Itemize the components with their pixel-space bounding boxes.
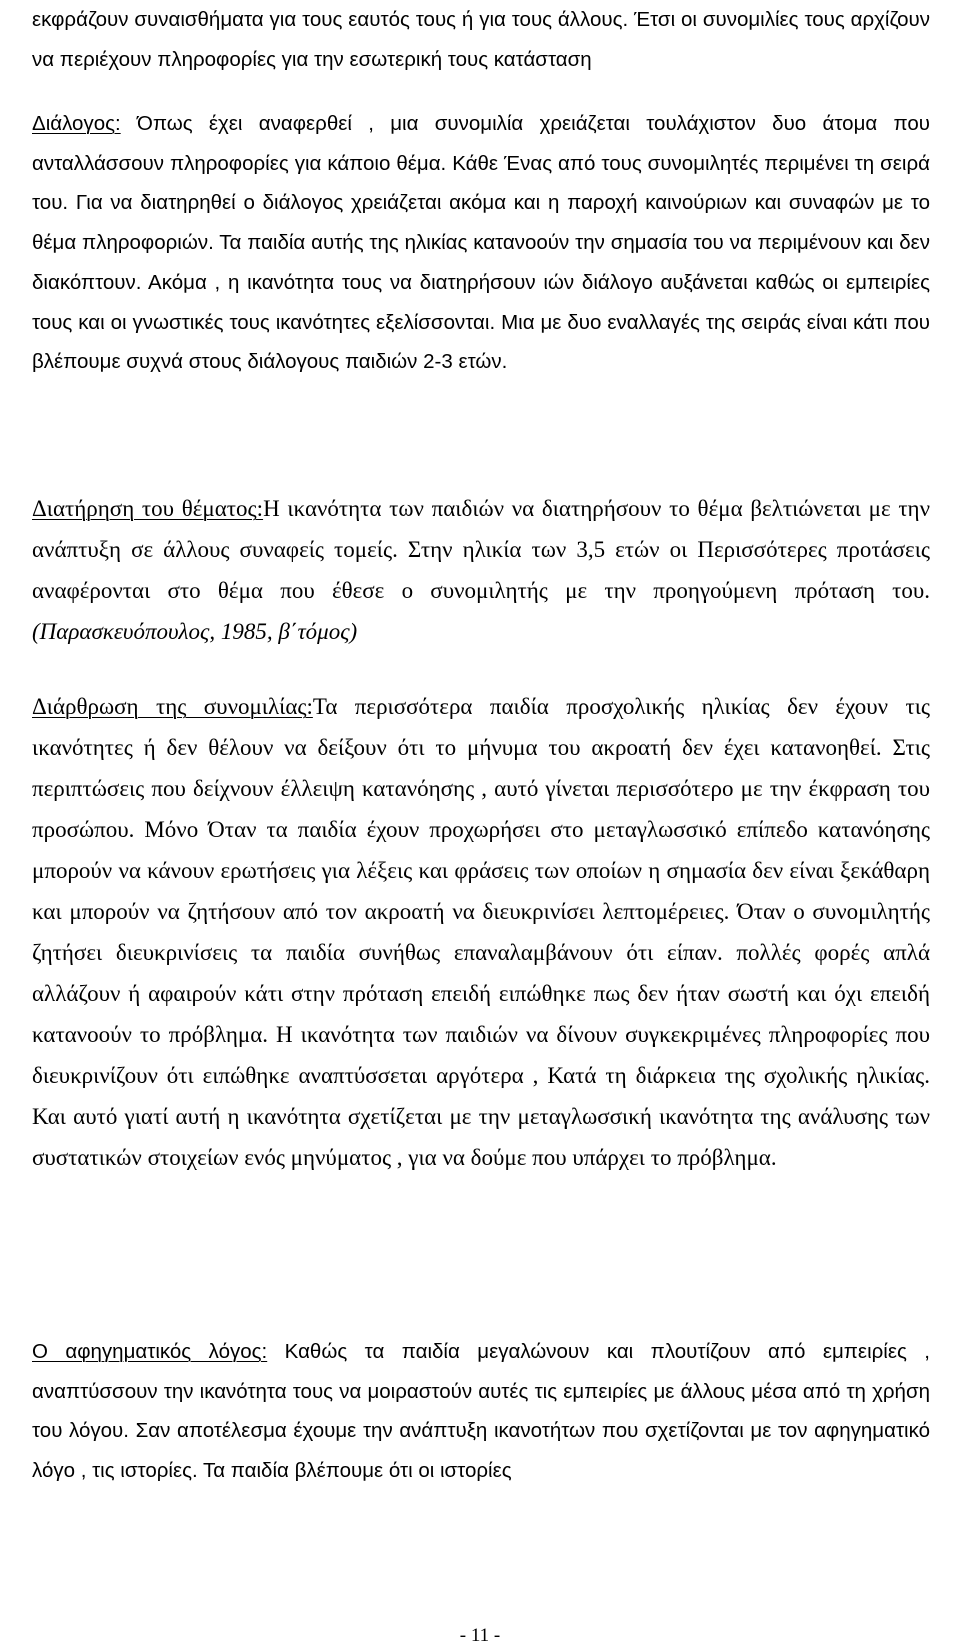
page-number: - 11 -	[459, 1625, 501, 1646]
paragraph-topic-maintenance	[32, 488, 930, 652]
section-heading-topic-maintenance: Διατήρηση του θέματος:	[32, 496, 264, 521]
paragraph-text: Όπως έχει αναφερθεί , μια συνομιλία χρειάζεται τουλάχιστον δυο άτομα που ανταλλάσσουν πληροφορίες για κάποιο θέμα. Κάθε Ένας από τους συνομιλητές περιμένει τη σειρά του. Για να διατηρηθεί ο διάλογος χρειάζεται ακόμα και η παροχή καινούριων και συναφών με το θέμα πληροφοριών. Τα παιδία αυτής της ηλικίας κατανοούν την σημασία του να περιμένουν και δεν διακόπτουν. Ακόμα , η ικανότητα τους να διατηρήσουν ιών διάλογο αυξάνεται καθώς οι εμπειρίες τους και οι γνωστικές τους ικανότητες εξελίσσονται. Μια με δυο εναλλαγές της σειράς είναι κάτι που βλέπουμε συχνά στους διάλογους παιδιών 2-3 ετών.	[32, 112, 930, 374]
paragraph-text: Η ικανότητα των παιδιών να διατηρήσουν το θέμα βελτιώνεται με την ανάπτυξη σε άλλους συναφείς τομείς. Στην ηλικία των 3,5 ετών οι Περισσότερες προτάσεις αναφέρονται στο θέμα που έθεσε ο συνομιλητής με την προηγούμενη πρόταση του.	[32, 496, 930, 603]
paragraph-conversation-structure	[32, 686, 930, 1178]
paragraph-text: εκφράζουν συναισθήματα για τους εαυτός τους ή για τους άλλους. Έτσι οι συνομιλίες τους αρχίζουν να περιέχουν πληροφορίες για την εσωτερική τους κατάσταση	[32, 8, 930, 71]
paragraph-text: Τα περισσότερα παιδία προσχολικής ηλικίας δεν έχουν τις ικανότητες ή δεν θέλουν να δείξουν ότι το μήνυμα του ακροατή δεν έχει κατανοηθεί. Στις περιπτώσεις που δείχνουν έλλειψη κατανόησης , αυτό γίνεται περισσότερο με την έκφραση του προσώπου. Μόνο Όταν τα παιδία έχουν προχωρήσει στο μεταγλωσσικό επίπεδο κατανόησης μπορούν να κάνουν ερωτήσεις για λέξεις και φράσεις των οποίων η σημασία δεν είναι ξεκάθαρη και μπορούν να ζητήσουν από τον ακροατή να διευκρινίσει λεπτομέρειες. Όταν ο συνομιλητής ζητήσει διευκρινίσεις τα παιδία συνήθως επαναλαμβάνουν ότι είπαν. πολλές φορές απλά αλλάζουν ή αφαιρούν κάτι στην πρόταση επειδή ειπώθηκε πως δεν ήταν σωστή και όχι επειδή κατανοούν το πρόβλημα. Η ικανότητα των παιδιών να δίνουν συγκεκριμένες πληροφορίες που διευκρινίζουν ότι ειπώθηκε αναπτύσσεται αργότερα , Κατά τη διάρκεια της σχολικής ηλικίας. Και αυτό γιατί αυτή η ικανότητα σχετίζεται με την μεταγλωσσική ικανότητα της ανάλυσης των συστατικών στοιχείων ενός μηνύματος , για να δούμε που υπάρχει το πρόβλημα.	[32, 694, 930, 1170]
section-heading-conversation-structure: Διάρθρωση της συνομιλίας:	[32, 694, 313, 719]
paragraph-emotions	[32, 0, 930, 79]
citation: (Παρασκευόπουλος, 1985, β΄τόμος)	[32, 619, 358, 644]
section-heading-narrative: Ο αφηγηματικός λόγος:	[32, 1340, 268, 1363]
paragraph-narrative	[32, 1332, 930, 1491]
paragraph-text: Καθώς τα παιδία μεγαλώνουν και πλουτίζουν από εμπειρίες , αναπτύσσουν την ικανότητα τους να μοιραστούν αυτές τις εμπειρίες με άλλους μέσα από τη χρήση του λόγου. Σαν αποτέλεσμα έχουμε την ανάπτυξη ικανοτήτων που σχετίζονται με τον αφηγηματικό λόγο , τις ιστορίες. Τα παιδία βλέπουμε ότι οι ιστορίες	[32, 1340, 930, 1483]
paragraph-dialogue	[32, 104, 930, 382]
section-heading-dialogue: Διάλογος:	[32, 112, 121, 135]
